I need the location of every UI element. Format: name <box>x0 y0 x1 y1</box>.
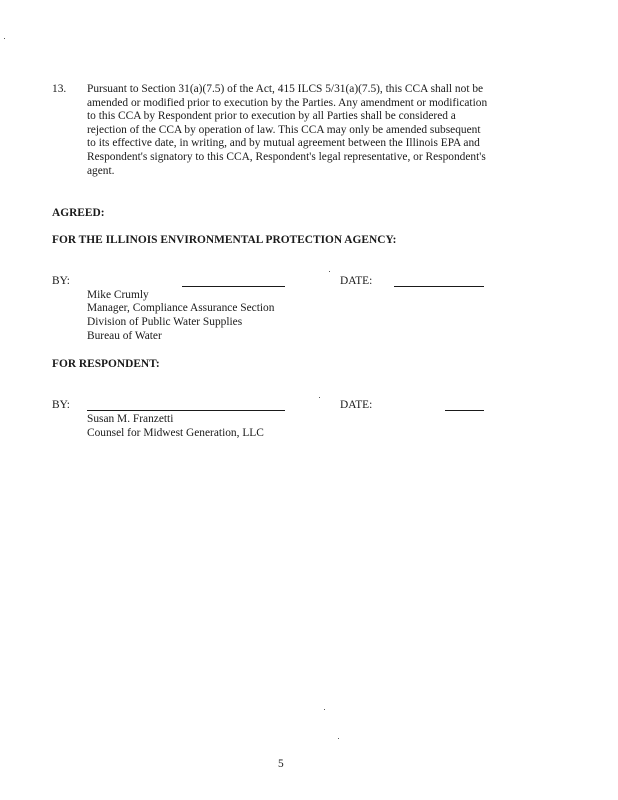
signatory-name: Mike Crumly <box>87 289 149 301</box>
respondent-title: Counsel for Midwest Generation, LLC <box>87 427 264 439</box>
agency-by-label: BY: <box>52 275 70 287</box>
paragraph-number: 13. <box>52 83 67 95</box>
paragraph-line: Pursuant to Section 31(a)(7.5) of the Act, 415 ILCS 5/31(a)(7.5), this CCA shall not be <box>87 83 484 95</box>
paragraph-line: agent. <box>87 164 115 177</box>
scan-speck <box>4 38 5 39</box>
scan-speck <box>324 709 325 710</box>
signatory-division: Division of Public Water Supplies <box>87 316 243 328</box>
respondent-date-label: DATE: <box>340 399 373 411</box>
signatory-bureau: Bureau of Water <box>87 330 162 342</box>
paragraph-line: to this CCA by Respondent prior to execution by all Parties shall be considered a <box>87 110 456 123</box>
scan-speck <box>319 397 320 398</box>
paragraph-line: rejection of the CCA by operation of law. This CCA may only be amended subsequent <box>87 123 481 136</box>
respondent-name: Susan M. Franzetti <box>87 413 174 425</box>
agency-heading: FOR THE ILLINOIS ENVIRONMENTAL PROTECTION AGENCY: <box>52 234 397 246</box>
respondent-by-label: BY: <box>52 399 70 411</box>
agency-date-label: DATE: <box>340 275 373 287</box>
agency-signature-line <box>182 286 285 287</box>
agreed-heading: AGREED: <box>52 207 105 219</box>
agency-date-line <box>394 286 484 287</box>
scan-speck <box>338 738 339 739</box>
paragraph-body <box>87 83 527 178</box>
signatory-title: Manager, Compliance Assurance Section <box>87 302 275 314</box>
paragraph-line: amended or modified prior to execution by the Parties. Any amendment or modification <box>87 96 488 109</box>
paragraph-line: Respondent's signatory to this CCA, Respondent's legal representative, or Respondent's <box>87 150 486 163</box>
scan-speck <box>329 271 330 272</box>
respondent-heading: FOR RESPONDENT: <box>52 358 160 370</box>
respondent-date-line <box>445 410 484 411</box>
respondent-signature-line <box>87 410 285 411</box>
page-number: 5 <box>278 758 284 770</box>
paragraph-line: to its effective date, in writing, and by mutual agreement between the Illinois EPA and <box>87 137 480 150</box>
